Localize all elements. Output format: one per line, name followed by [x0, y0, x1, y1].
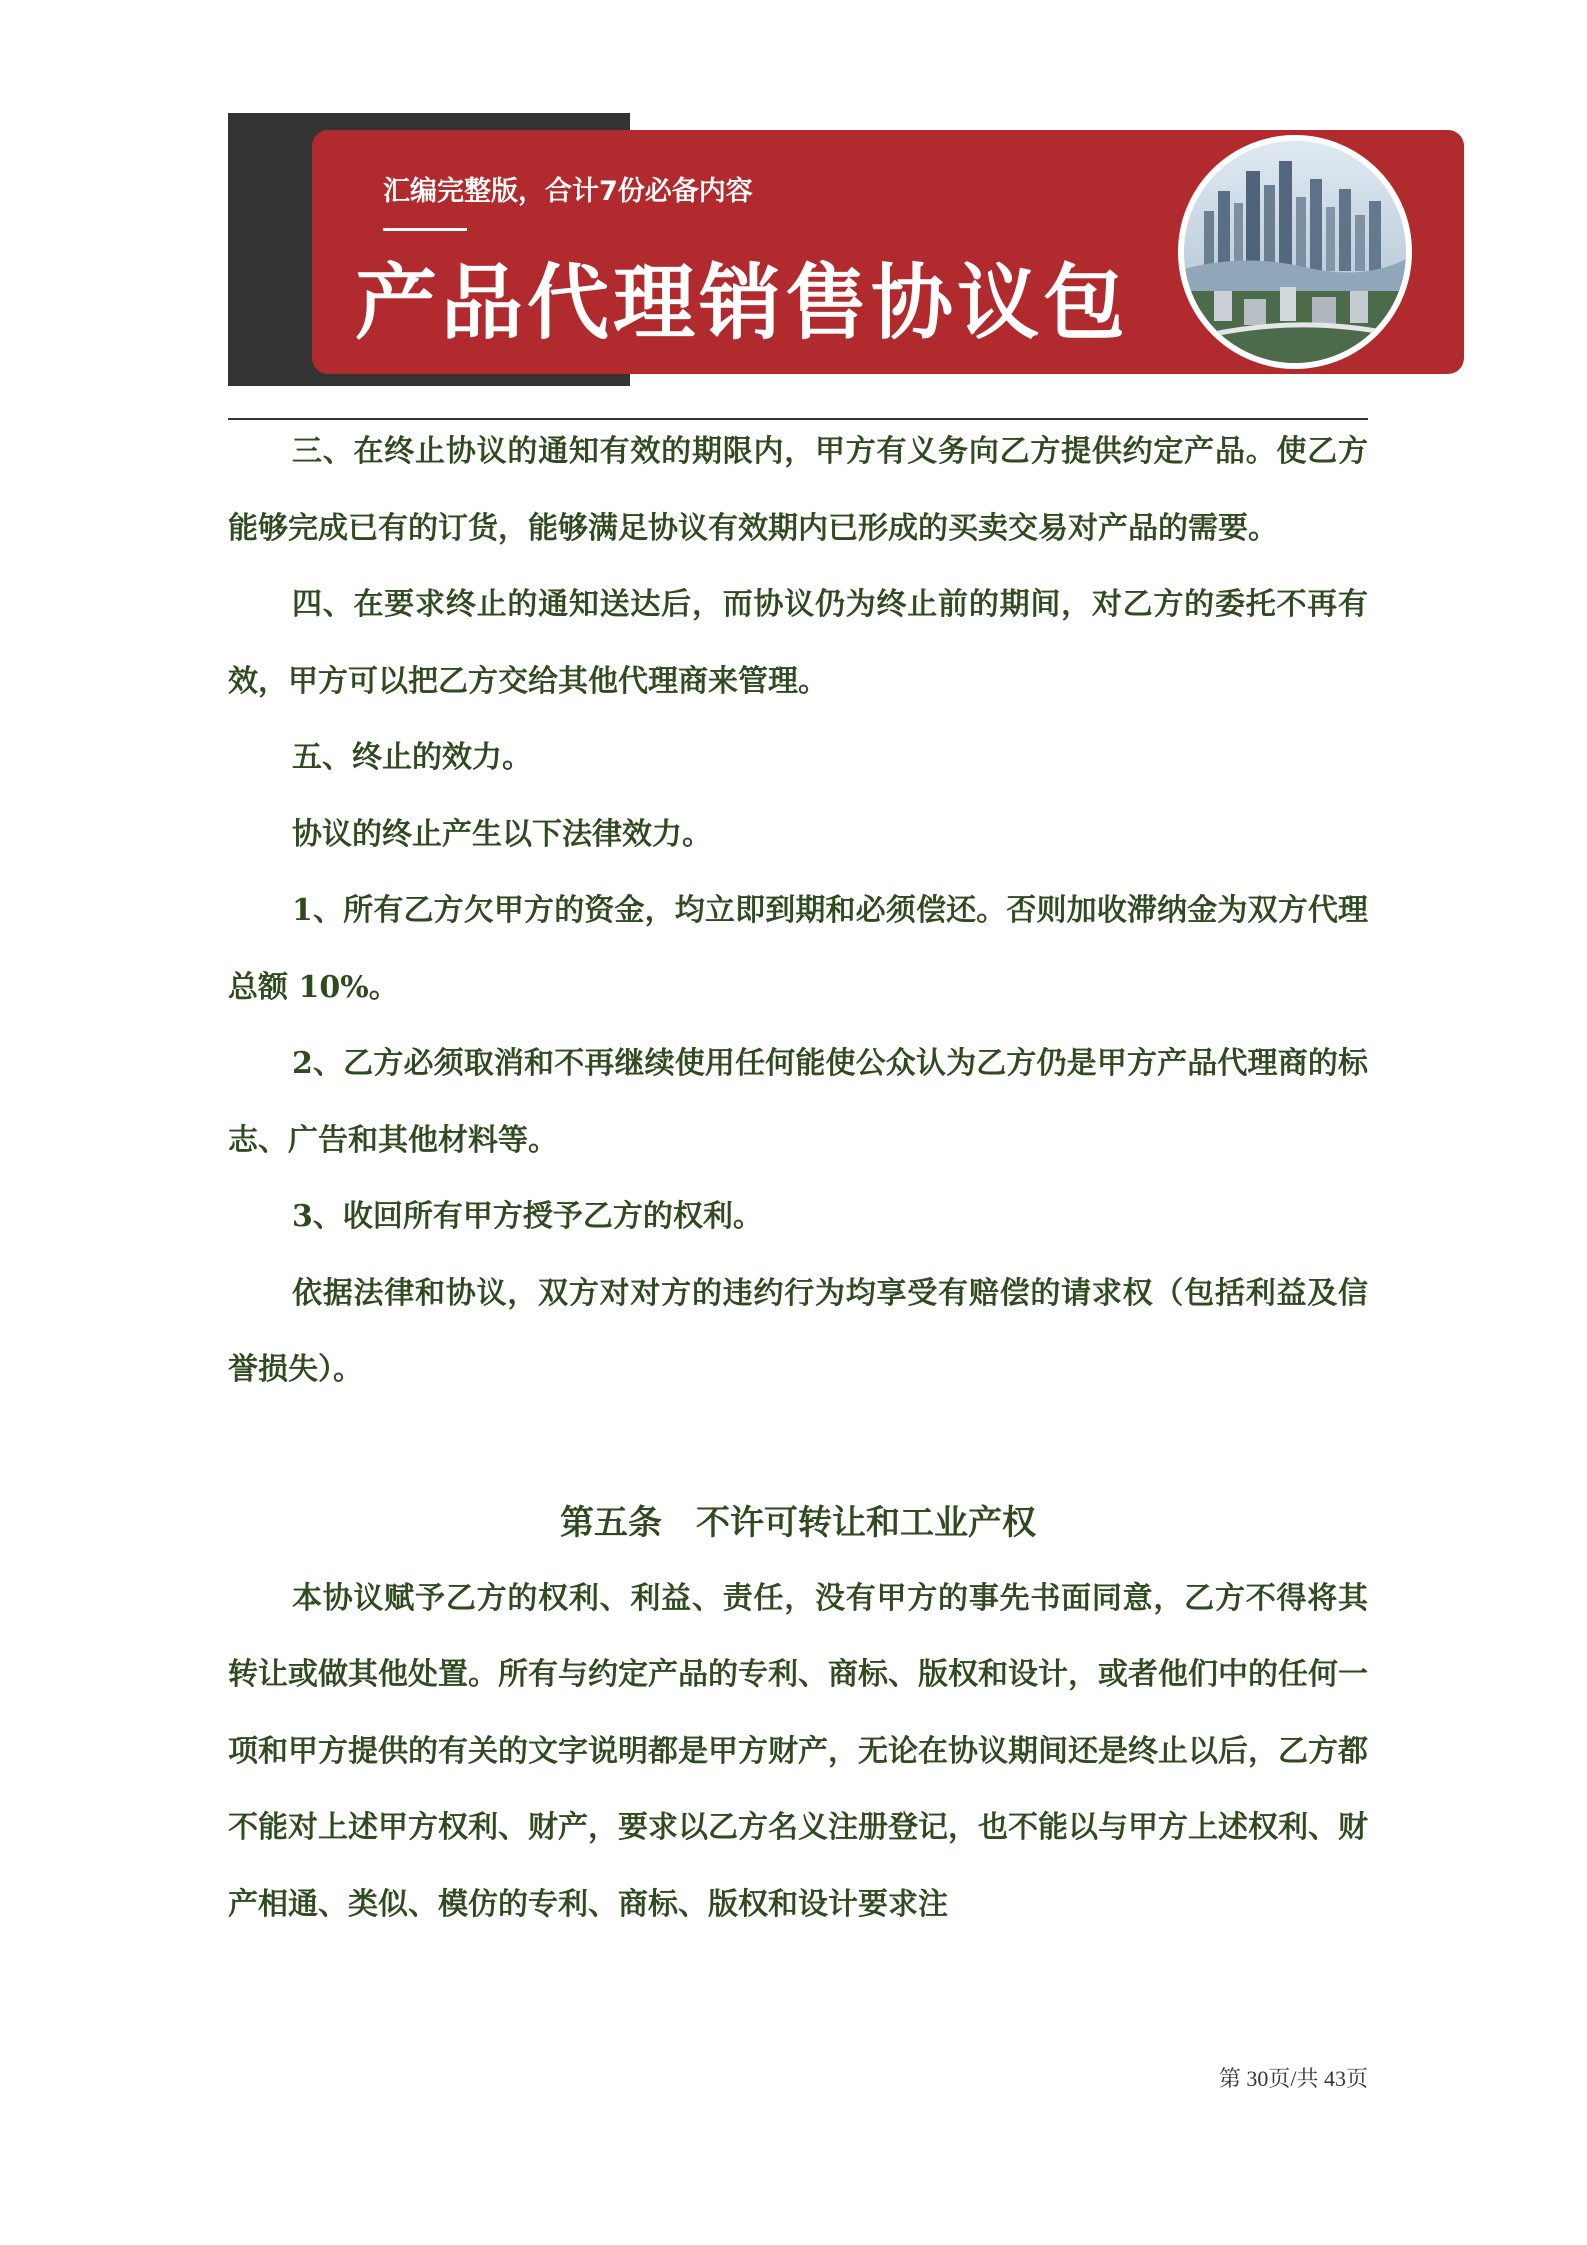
paragraph: 2、乙方必须取消和不再继续使用任何能使公众认为乙方仍是甲方产品代理商的标志、广告和其他材料等。 — [228, 1046, 1368, 1158]
paragraph: 本协议赋予乙方的权利、利益、责任，没有甲方的事先书面同意，乙方不得将其转让或做其他处置。所有与约定产品的专利、商标、版权和设计，或者他们中的任何一项和甲方提供的有关的文字说明都是甲方财产，无论在协议期间还是终止以后，乙方都不能对上述甲方权利、财产，要求以乙方名义注册登记，也不能以与甲方上述权利、财产相通、类似、模仿的专利、商标、版权和设计要求注 — [228, 1580, 1368, 1922]
page-number: 第 30页/共 43页 — [1218, 2066, 1368, 2091]
section-heading: 第五条 不许可转让和工业产权 — [560, 1502, 1036, 1543]
banner-divider — [383, 228, 467, 231]
city-skyline-icon — [1184, 141, 1406, 363]
paragraph: 四、在要求终止的通知送达后，而协议仍为终止前的期间，对乙方的委托不再有效，甲方可以把乙方交给其他代理商来管理。 — [228, 587, 1368, 699]
paragraph: 协议的终止产生以下法律效力。 — [292, 816, 712, 852]
banner-title: 产品代理销售协议包 — [355, 256, 1130, 351]
paragraph: 三、在终止协议的通知有效的期限内，甲方有义务向乙方提供约定产品。使乙方能够完成已有的订货，能够满足协议有效期内已形成的买卖交易对产品的需要。 — [228, 434, 1368, 546]
paragraph: 1、所有乙方欠甲方的资金，均立即到期和必须偿还。否则加收滞纳金为双方代理总额 10%。 — [228, 893, 1368, 1005]
document-body — [228, 414, 1368, 1943]
paragraph: 依据法律和协议，双方对对方的违约行为均享受有赔偿的请求权（包括利益及信誉损失）。 — [228, 1275, 1368, 1387]
city-skyline-photo — [1178, 135, 1412, 369]
paragraph: 3、收回所有甲方授予乙方的权利。 — [292, 1199, 763, 1234]
paragraph: 五、终止的效力。 — [292, 740, 532, 775]
banner-subtitle: 汇编完整版，合计7份必备内容 — [383, 176, 753, 207]
